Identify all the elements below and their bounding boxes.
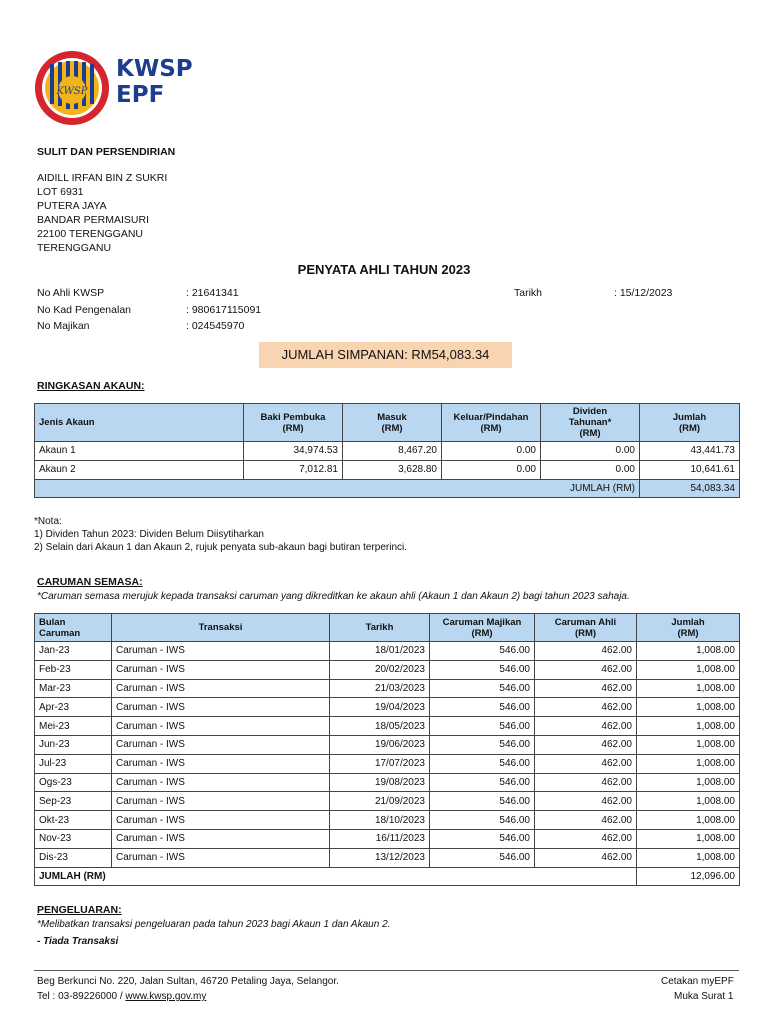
- cell: 19/06/2023: [330, 735, 430, 754]
- contrib-total-value: 12,096.00: [637, 867, 740, 886]
- cell: 21/03/2023: [330, 679, 430, 698]
- table-row: [35, 679, 740, 698]
- cell: 16/11/2023: [330, 829, 430, 848]
- address-line: BANDAR PERMAISURI: [37, 214, 150, 226]
- contrib-total-row: [35, 867, 740, 886]
- summary-heading: RINGKASAN AKAUN:: [37, 380, 145, 392]
- note-line: 2) Selain dari Akaun 1 dan Akaun 2, rujuk penyata sub-akaun bagi butiran terperinci.: [34, 542, 408, 553]
- table-row: [35, 735, 740, 754]
- summary-total-value: 54,083.34: [640, 479, 740, 498]
- svg-text:KWSP: KWSP: [56, 86, 88, 97]
- no-majikan-label: No Majikan: [37, 320, 90, 332]
- cell: Caruman - IWS: [112, 829, 330, 848]
- cell: 546.00: [430, 660, 535, 679]
- cell: 13/12/2023: [330, 848, 430, 867]
- address-line: TERENGGANU: [37, 242, 112, 254]
- table-row: [35, 829, 740, 848]
- kwsp-logo-icon: [34, 50, 110, 126]
- cell: 1,008.00: [637, 642, 740, 661]
- tarikh-value: : 15/12/2023: [614, 287, 673, 299]
- no-kp-value: : 980617115091: [186, 304, 262, 316]
- address-line: PUTERA JAYA: [37, 200, 107, 212]
- table-row: [35, 848, 740, 867]
- summary-header-dividen: Dividen Tahunan* (RM): [541, 404, 640, 442]
- footer-address: Beg Berkunci No. 220, Jalan Sultan, 46720 Petaling Jaya, Selangor.: [37, 976, 339, 987]
- cell: Feb-23: [35, 660, 112, 679]
- cell: 462.00: [535, 735, 637, 754]
- cell: Caruman - IWS: [112, 735, 330, 754]
- cell: 546.00: [430, 698, 535, 717]
- cell: 1,008.00: [637, 660, 740, 679]
- cell: 18/01/2023: [330, 642, 430, 661]
- cell: 18/10/2023: [330, 811, 430, 830]
- table-row: [35, 660, 740, 679]
- summary-header-baki: Baki Pembuka (RM): [244, 404, 343, 442]
- cell: Okt-23: [35, 811, 112, 830]
- table-row: [35, 460, 740, 479]
- cell: 34,974.53: [244, 442, 343, 461]
- cell: 1,008.00: [637, 848, 740, 867]
- cell: Caruman - IWS: [112, 754, 330, 773]
- cell: 10,641.61: [640, 460, 740, 479]
- cell: 1,008.00: [637, 717, 740, 736]
- cell: 19/04/2023: [330, 698, 430, 717]
- cell: 462.00: [535, 848, 637, 867]
- summary-header-jumlah: Jumlah (RM): [640, 404, 740, 442]
- cell: 0.00: [442, 460, 541, 479]
- cell: 462.00: [535, 773, 637, 792]
- cell: 462.00: [535, 679, 637, 698]
- cell: Caruman - IWS: [112, 698, 330, 717]
- cell: 7,012.81: [244, 460, 343, 479]
- summary-total-row: [35, 479, 740, 498]
- cell: 1,008.00: [637, 698, 740, 717]
- contrib-total-label: JUMLAH (RM): [35, 867, 637, 886]
- footer-print: Cetakan myEPF: [661, 976, 734, 987]
- contrib-header-majikan: Caruman Majikan (RM): [430, 614, 535, 642]
- cell: 3,628.80: [343, 460, 442, 479]
- cell: Apr-23: [35, 698, 112, 717]
- cell: 546.00: [430, 642, 535, 661]
- address-line: 22100 TERENGGANU: [37, 228, 144, 240]
- cell: 546.00: [430, 792, 535, 811]
- member-address: [37, 171, 167, 255]
- cell: 546.00: [430, 829, 535, 848]
- cell: Caruman - IWS: [112, 679, 330, 698]
- withdrawals-none: - Tiada Transaksi: [37, 936, 119, 947]
- notes: [34, 515, 407, 554]
- cell: 17/07/2023: [330, 754, 430, 773]
- cell: Sep-23: [35, 792, 112, 811]
- address-line: LOT 6931: [37, 186, 84, 198]
- cell: 462.00: [535, 829, 637, 848]
- cell: Jan-23: [35, 642, 112, 661]
- table-row: [35, 811, 740, 830]
- cell: 546.00: [430, 811, 535, 830]
- contrib-header-jumlah: Jumlah (RM): [637, 614, 740, 642]
- no-kp-label: No Kad Pengenalan: [37, 304, 131, 316]
- summary-header-masuk: Masuk (RM): [343, 404, 442, 442]
- cell: 18/05/2023: [330, 717, 430, 736]
- cell: Mei-23: [35, 717, 112, 736]
- statement-title: PENYATA AHLI TAHUN 2023: [297, 262, 471, 277]
- cell: 462.00: [535, 642, 637, 661]
- footer-contact: [37, 991, 206, 1002]
- brand-epf: EPF: [116, 82, 165, 108]
- cell: Ogs-23: [35, 773, 112, 792]
- cell: 8,467.20: [343, 442, 442, 461]
- note-line: 1) Dividen Tahun 2023: Dividen Belum Diisytiharkan: [34, 529, 264, 540]
- cell: 546.00: [430, 679, 535, 698]
- cell: Caruman - IWS: [112, 848, 330, 867]
- summary-header-keluar: Keluar/Pindahan (RM): [442, 404, 541, 442]
- cell: 1,008.00: [637, 679, 740, 698]
- cell: Jul-23: [35, 754, 112, 773]
- cell: Caruman - IWS: [112, 792, 330, 811]
- cell: 462.00: [535, 717, 637, 736]
- contributions-heading: CARUMAN SEMASA:: [37, 576, 143, 588]
- cell: Caruman - IWS: [112, 773, 330, 792]
- table-row: [35, 773, 740, 792]
- cell: 462.00: [535, 660, 637, 679]
- cell: Nov-23: [35, 829, 112, 848]
- cell: 462.00: [535, 792, 637, 811]
- cell: Mar-23: [35, 679, 112, 698]
- table-row: [35, 698, 740, 717]
- summary-header-jenis: Jenis Akaun: [35, 404, 244, 442]
- confidential-label: SULIT DAN PERSENDIRIAN: [37, 146, 176, 158]
- cell: 1,008.00: [637, 735, 740, 754]
- cell: 1,008.00: [637, 829, 740, 848]
- cell: 0.00: [442, 442, 541, 461]
- withdrawals-subtitle: *Melibatkan transaksi pengeluaran pada tahun 2023 bagi Akaun 1 dan Akaun 2.: [37, 919, 391, 930]
- contrib-header-tarikh: Tarikh: [330, 614, 430, 642]
- no-majikan-value: : 024545970: [186, 320, 245, 332]
- cell: Caruman - IWS: [112, 717, 330, 736]
- brand-kwsp: KWSP: [116, 56, 193, 82]
- table-row: [35, 717, 740, 736]
- cell: 43,441.73: [640, 442, 740, 461]
- cell: 546.00: [430, 773, 535, 792]
- no-ahli-value: : 21641341: [186, 287, 239, 299]
- cell: 19/08/2023: [330, 773, 430, 792]
- contributions-table: [34, 613, 740, 886]
- cell: 21/09/2023: [330, 792, 430, 811]
- cell: 546.00: [430, 754, 535, 773]
- cell: 1,008.00: [637, 754, 740, 773]
- cell: 546.00: [430, 735, 535, 754]
- brand-name: [116, 56, 193, 108]
- table-row: [35, 442, 740, 461]
- cell: 20/02/2023: [330, 660, 430, 679]
- cell: Akaun 1: [35, 442, 244, 461]
- cell: Jun-23: [35, 735, 112, 754]
- cell: Caruman - IWS: [112, 642, 330, 661]
- cell: 462.00: [535, 811, 637, 830]
- cell: 546.00: [430, 848, 535, 867]
- contrib-header-ahli: Caruman Ahli (RM): [535, 614, 637, 642]
- table-row: [35, 642, 740, 661]
- cell: Caruman - IWS: [112, 660, 330, 679]
- address-line: AIDILL IRFAN BIN Z SUKRI: [37, 172, 168, 184]
- total-savings-box: JUMLAH SIMPANAN: RM54,083.34: [259, 342, 512, 368]
- table-row: [35, 792, 740, 811]
- cell: Akaun 2: [35, 460, 244, 479]
- footer-page: Muka Surat 1: [674, 991, 734, 1002]
- cell: 0.00: [541, 442, 640, 461]
- footer-tel: Tel : 03-89226000 /: [37, 991, 126, 1002]
- withdrawals-heading: PENGELUARAN:: [37, 904, 122, 916]
- cell: 462.00: [535, 754, 637, 773]
- summary-total-label: JUMLAH (RM): [35, 479, 640, 498]
- cell: 1,008.00: [637, 811, 740, 830]
- contrib-header-transaksi: Transaksi: [112, 614, 330, 642]
- summary-table: [34, 403, 740, 498]
- cell: 1,008.00: [637, 773, 740, 792]
- cell: 462.00: [535, 698, 637, 717]
- footer-divider: [34, 970, 739, 971]
- no-ahli-label: No Ahli KWSP: [37, 287, 105, 299]
- cell: Caruman - IWS: [112, 811, 330, 830]
- notes-title: *Nota:: [34, 516, 62, 527]
- cell: 546.00: [430, 717, 535, 736]
- cell: Dis-23: [35, 848, 112, 867]
- cell: 1,008.00: [637, 792, 740, 811]
- tarikh-label: Tarikh: [514, 287, 543, 299]
- footer-website-link[interactable]: www.kwsp.gov.my: [125, 991, 207, 1002]
- cell: 0.00: [541, 460, 640, 479]
- contrib-header-bulan: Bulan Caruman: [35, 614, 112, 642]
- contributions-subtitle: *Caruman semasa merujuk kepada transaksi caruman yang dikreditkan ke akaun ahli (Akaun 1 dan Akaun 2) bagi tahun 2023 sahaja.: [37, 591, 630, 602]
- table-row: [35, 754, 740, 773]
